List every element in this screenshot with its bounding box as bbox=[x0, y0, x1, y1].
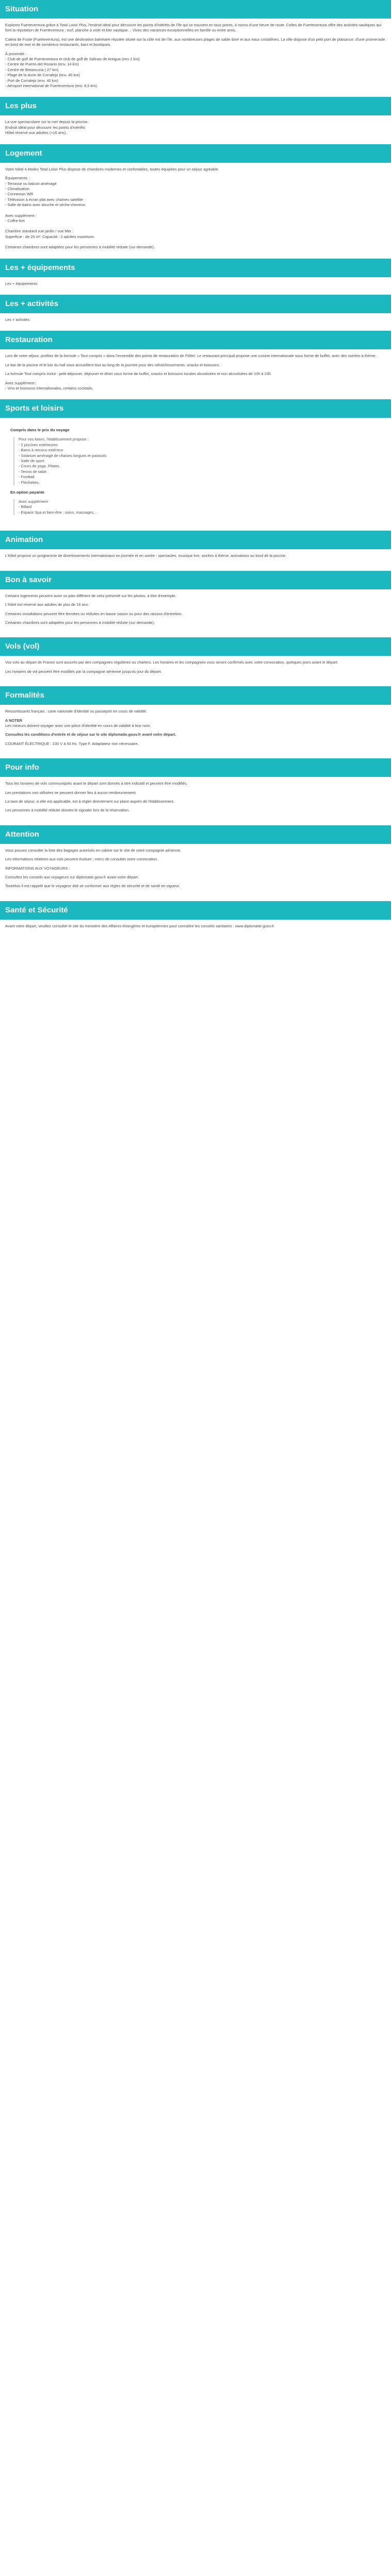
equipements-line: Les + équipements bbox=[5, 281, 38, 286]
restauration-line: Avec supplément : bbox=[5, 380, 37, 385]
document-page bbox=[0, 0, 391, 936]
section-bon-savoir-content bbox=[0, 589, 391, 638]
sports-free-item: - Solarium aménagé de chaises longues et parasols bbox=[19, 453, 107, 458]
section-animation-content bbox=[0, 549, 391, 570]
section-restauration-content bbox=[0, 349, 391, 399]
situation-line: - Aéroport international de Fuerteventura (env. 8,5 km). bbox=[5, 83, 98, 89]
attention-para: Consultez les conseils aux voyageurs sur diplomatie.gouv.fr avant votre départ. bbox=[5, 875, 139, 879]
formalites-para: Les mineurs doivent voyager avec une pièce d'identité en cours de validité à leur nom. bbox=[5, 723, 151, 728]
restauration-line: - Vins et boissons internationales, certains cocktails. bbox=[5, 386, 93, 391]
section-header-restauration: Restauration bbox=[0, 331, 391, 349]
sports-paid-item: - Billard bbox=[19, 504, 32, 510]
sports-free-item: - Salle de sport bbox=[19, 459, 44, 464]
section-les-plus-content bbox=[0, 115, 391, 144]
sports-free-item: - Cours de yoga, Pilates bbox=[19, 464, 59, 469]
sports-free-item: - Fléchettes. bbox=[19, 480, 40, 485]
situation-line: - Port de Corralejo (env. 40 km) bbox=[5, 78, 58, 83]
section-header-sante: Santé et Sécurité bbox=[0, 901, 391, 920]
bon-savoir-para: Certains logements peuvent avoir un plan différent de celui présenté sur les photos, à titre d'exemple. bbox=[5, 593, 176, 598]
sports-free-item: - Bains à remous extérieur bbox=[19, 448, 63, 453]
situation-para: Explorez Fuerteventura grâce à Total Loisir Plus, l'endroit idéal pour découvrir les points d'intérêts de l'île qui se trouvent en tous points, à moins d'une heure de route. Celles de Fuerteventura offre des activités nautiques qui font la réputation de Fuerteventura : surf, planche à voile et kite nautique… Vivez des vacances exceptionnelles en famille ou entre amis. bbox=[5, 23, 382, 33]
sports-paid-intro: Avec supplément : bbox=[19, 499, 50, 504]
sports-free-item: - Tennis de table bbox=[19, 469, 47, 474]
attention-para: Toutefois il est rappelé que le voyageur doit se conformer aux règles de sécurité et de santé en vigueur. bbox=[5, 884, 180, 889]
logement-line: Chambre standard vue jardin / vue Mer : bbox=[5, 229, 74, 234]
logement-line: - Terrasse ou balcon aménagé bbox=[5, 181, 57, 186]
section-activites-content bbox=[0, 313, 391, 331]
logement-line: Certaines chambres sont adaptées pour les personnes à mobilité réduite (sur demande). bbox=[5, 245, 155, 250]
pour-info-para: Tous les horaires de vols communiqués avant le départ sont donnés à titre indicatif et peuvent être modifiés. bbox=[5, 781, 188, 786]
formalites-para: Consultez les conditions d'entrée et de séjour sur le site diplomatie.gouv.fr avant votre départ. bbox=[5, 732, 176, 737]
bon-savoir-para: L'hôtel est réservé aux adultes de plus de 16 ans. bbox=[5, 602, 89, 607]
logement-line: Superficie : de 25 m². Capacité : 2 adultes maximum. bbox=[5, 234, 95, 239]
logement-line: - Télévision à écran plat avec chaînes satellite bbox=[5, 197, 84, 202]
logement-line: Équipements : bbox=[5, 176, 30, 181]
logement-para: Votre hôtel 4 étoiles Total Loisir Plus dispose de chambres modernes et confortables, toutes équipées pour un séjour agréable. bbox=[5, 166, 219, 172]
bon-savoir-para: Certaines installations peuvent être fermées ou réduites en basse saison ou pour des raisons d'entretien. bbox=[5, 611, 183, 616]
attention-para: Vous pouvez consulter la liste des bagages autorisés en cabine sur le site de votre compagnie aérienne. bbox=[5, 848, 182, 853]
formalites-electric: COURANT ÉLECTRIQUE : 230 V à 50 Hz. Type F. Adaptateur non nécessaire. bbox=[5, 741, 139, 746]
section-pour-info-content bbox=[0, 777, 391, 825]
sports-free-item: - 2 piscines extérieures bbox=[19, 442, 58, 447]
bon-savoir-para: Certaines chambres sont adaptées pour les personnes à mobilité réduite (sur demande). bbox=[5, 620, 155, 625]
restauration-para: Le bar de la piscine et le bar du hall vous accueillent tout au long de la journée pour des rafraîchissements, snacks et boissons. bbox=[5, 362, 220, 367]
sports-free-box bbox=[5, 424, 386, 522]
section-header-pour-info: Pour info bbox=[0, 758, 391, 777]
section-logement-content bbox=[0, 163, 391, 259]
section-formalites-content bbox=[0, 705, 391, 758]
sports-paid-item: - Espace Spa et bien-être : soins, massages… bbox=[19, 510, 97, 515]
situation-line: À proximité : bbox=[5, 51, 27, 56]
sports-free-title: Compris dans le prix du voyage bbox=[10, 428, 70, 433]
section-header-formalites: Formalités bbox=[0, 686, 391, 705]
activites-line: Les + activités bbox=[5, 317, 30, 322]
section-header-logement: Logement bbox=[0, 144, 391, 163]
les-plus-line: Hôtel réservé aux adultes (+16 ans). bbox=[5, 130, 67, 135]
pour-info-para: La taxe de séjour, si elle est applicable, est à régler directement sur place auprès de l'établissement. bbox=[5, 799, 175, 804]
section-header-activites: Les + activités bbox=[0, 295, 391, 313]
sports-paid-list bbox=[13, 499, 381, 515]
section-header-equipements: Les + équipements bbox=[0, 259, 391, 277]
les-plus-line: Endroit idéal pour découvrir les points d'intérêts bbox=[5, 125, 86, 130]
restauration-para: La formule Tout compris inclut : petit-déjeuner, déjeuner et dîner sous forme de buffet, snacks et boissons locales alcoolisées et non alcoolisées de 10h à 23h. bbox=[5, 371, 272, 377]
situation-line: - Club de golf de Fuerteventura et club de golf de Salinas de Antigua (env 2 km) bbox=[5, 57, 140, 62]
pour-info-para: Les prestations non utilisées ne peuvent donner lieu à aucun remboursement. bbox=[5, 790, 137, 795]
section-sante-content bbox=[0, 920, 391, 936]
animation-para: L'hôtel propose un programme de divertissements internationaux en journée et en soirée : spectacles, musique live, soirées à thème, animations au bord de la piscine. bbox=[5, 553, 287, 558]
section-header-sports: Sports et loisirs bbox=[0, 399, 391, 418]
section-header-vol: Vols (vol) bbox=[0, 637, 391, 656]
sante-para: Avant votre départ, veuillez consulter le site du ministère des Affaires étrangères et européennes pour connaître les conseils sanitaires : www.diplomatie.gouv.fr. bbox=[5, 923, 275, 928]
attention-para: INFORMATIONS AUX VOYAGEURS : bbox=[5, 866, 70, 871]
situation-para: Caleta de Fuste (Fuerteventura), est une destination balnéaire réputée située sur la côte est de l'île, aux nombreuses plages de sable doré et aux eaux cristallines. La ville dispose d'un petit port de plaisance, d'une promenade en bord de mer et de nombreux restaurants, bars et boutiques. bbox=[5, 37, 385, 47]
sports-free-intro: Pour vos loisirs, l'établissement propose : bbox=[19, 437, 89, 442]
section-equipements-content bbox=[0, 277, 391, 295]
formalites-note-title: A NOTER bbox=[5, 718, 22, 723]
logement-line: - Coffre-fort bbox=[5, 218, 25, 223]
pour-info-para: Les personnes à mobilité réduite doivent le signaler lors de la réservation. bbox=[5, 808, 130, 813]
section-situation-content bbox=[0, 19, 391, 97]
section-header-bon-savoir: Bon à savoir bbox=[0, 571, 391, 589]
section-vol-content bbox=[0, 656, 391, 686]
vol-para: Vos vols au départ de France sont assurés par des compagnies régulières ou charters. Les horaires et les compagnies vous seront confirmés avec votre convocation, quelques jours avant le départ. bbox=[5, 660, 338, 665]
vol-para: Les horaires de vol peuvent être modifiés par la compagnie aérienne jusqu'au jour du départ. bbox=[5, 669, 162, 674]
les-plus-line: La vue spectaculaire sur la mer depuis la piscine. bbox=[5, 120, 89, 125]
section-attention-content bbox=[0, 844, 391, 901]
sports-paid-title: En option payante bbox=[10, 490, 44, 495]
attention-para: Les informations relatives aux vols peuvent évoluer ; merci de consulter votre convocation. bbox=[5, 857, 158, 862]
formalites-para: Ressortissants français : carte nationale d'identité ou passeport en cours de validité. bbox=[5, 709, 148, 714]
logement-line: Avec supplément : bbox=[5, 213, 37, 218]
logement-line: - Climatisation bbox=[5, 186, 29, 191]
logement-line: - Salle de bains avec douche et sèche-cheveux. bbox=[5, 202, 86, 208]
section-header-animation: Animation bbox=[0, 531, 391, 549]
situation-line: - Centre de Betancuria ( 27 km) bbox=[5, 67, 59, 72]
section-header-attention: Attention bbox=[0, 825, 391, 844]
sports-free-item: - Football bbox=[19, 474, 35, 480]
section-sports-content bbox=[0, 418, 391, 531]
situation-line: - Centre de Puerto del Rosario (env. 14 km) bbox=[5, 62, 79, 67]
section-header-les-plus: Les plus bbox=[0, 97, 391, 115]
restauration-para: Lors de votre séjour, profitez de la formule « Tout compris » dans l'ensemble des points de restauration de l'hôtel. Le restaurant principal propose une cuisine internationale sous forme de buffet, avec des soirées à thème. bbox=[5, 353, 377, 359]
section-header-situation: Situation bbox=[0, 0, 391, 19]
sports-free-list bbox=[13, 437, 381, 485]
situation-line: - Plage de la dune de Corralejo (env. 40 km) bbox=[5, 73, 80, 78]
logement-line: - Connexion Wifi bbox=[5, 192, 34, 197]
